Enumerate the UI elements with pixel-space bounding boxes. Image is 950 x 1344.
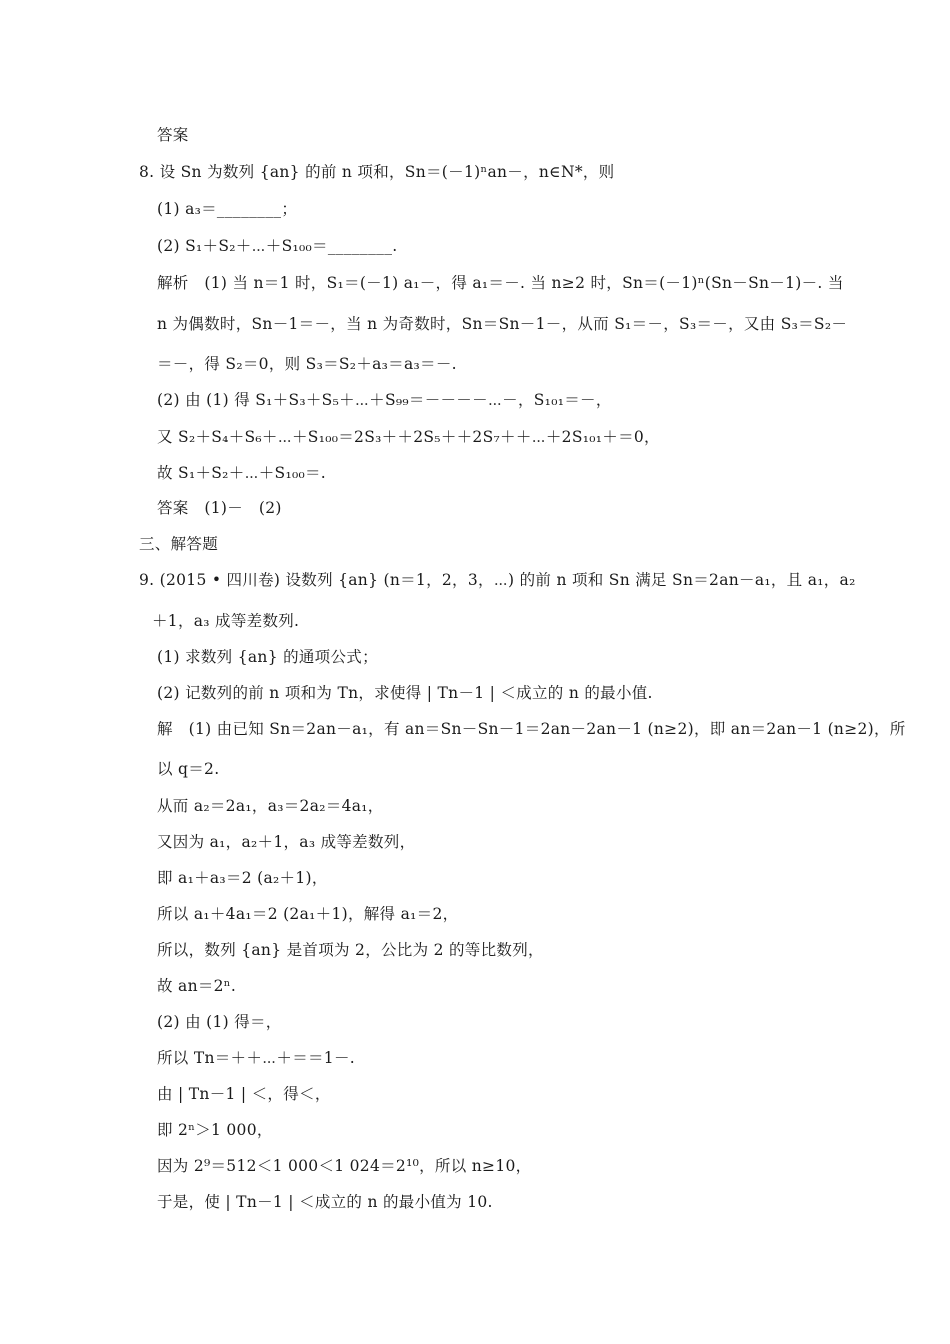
solution-9-line-4: 又因为 a₁，a₂＋1，a₃ 成等差数列， <box>157 833 416 851</box>
problem-8-statement: 8. 设 Sn 为数列 {an} 的前 n 项和，Sn＝(－1)ⁿan－，n∈N*，则 <box>139 163 615 181</box>
solution-9-line-3: 从而 a₂＝2a₁，a₃＝2a₂＝4a₁， <box>157 797 384 815</box>
problem-9-part-1: (1) 求数列 {an} 的通项公式； <box>157 648 378 666</box>
solution-9-line-13: 因为 2⁹＝512＜1 000＜1 024＝2¹⁰，所以 n≥10， <box>157 1157 532 1175</box>
solution-9-line-1: 解 (1) 由已知 Sn＝2an－a₁，有 an＝Sn－Sn－1＝2an－2an－1 (n≥2)，即 an＝2an－1 (n≥2)，所 <box>157 720 906 738</box>
solution-9-line-8: 故 an＝2ⁿ. <box>157 977 237 995</box>
problem-8-part-1: (1) a₃＝________； <box>157 200 298 218</box>
solution-9-line-9: (2) 由 (1) 得＝， <box>157 1013 282 1031</box>
solution-9-line-12: 即 2ⁿ＞1 000， <box>157 1121 273 1139</box>
solution-9-line-2: 以 q＝2. <box>157 760 220 778</box>
solution-8-line-5: 又 S₂＋S₄＋S₆＋⋯＋S₁₀₀＝2S₃＋＋2S₅＋＋2S₇＋＋⋯＋2S₁₀₁＋＝0， <box>157 428 660 446</box>
problem-9-statement: 9. (2015 • 四川卷) 设数列 {an} (n＝1，2，3，⋯) 的前 n 项和 Sn 满足 Sn＝2an－a₁，且 a₁，a₂ <box>139 571 856 589</box>
solution-9-line-10: 所以 Tn＝＋＋⋯＋＝＝1－. <box>157 1049 355 1067</box>
problem-9-part-2: (2) 记数列的前 n 项和为 Tn，求使得 | Tn－1 | ＜成立的 n 的最小值. <box>157 684 653 702</box>
solution-8-line-4: (2) 由 (1) 得 S₁＋S₃＋S₅＋⋯＋S₉₉＝－－－－⋯－，S₁₀₁＝－， <box>157 391 612 409</box>
solution-9-line-5: 即 a₁＋a₃＝2 (a₂＋1)， <box>157 869 328 887</box>
solution-8-line-2: n 为偶数时，Sn－1＝－，当 n 为奇数时，Sn＝Sn－1－，从而 S₁＝－，S₃＝－，又由 S₃＝S₂－ <box>157 315 848 333</box>
solution-9-line-7: 所以，数列 {an} 是首项为 2，公比为 2 的等比数列， <box>157 941 544 959</box>
solution-8-line-3: ＝－，得 S₂＝0，则 S₃＝S₂＋a₃＝a₃＝－. <box>157 355 457 373</box>
solution-9-line-14: 于是，使 | Tn－1 | ＜成立的 n 的最小值为 10. <box>157 1193 493 1211</box>
problem-8-part-2: (2) S₁＋S₂＋⋯＋S₁₀₀＝________. <box>157 237 398 255</box>
solution-8-line-6: 故 S₁＋S₂＋⋯＋S₁₀₀＝. <box>157 464 327 482</box>
answer-label-7: 答案 <box>157 126 189 144</box>
problem-9-statement-2: ＋1，a₃ 成等差数列. <box>152 612 300 630</box>
answer-8: 答案 (1)－ (2) <box>157 499 282 517</box>
section-heading: 三、解答题 <box>139 535 219 553</box>
solution-8-line-1: 解析 (1) 当 n＝1 时，S₁＝(－1) a₁－，得 a₁＝－. 当 n≥2 时，Sn＝(－1)ⁿ(Sn－Sn－1)－. 当 <box>157 274 844 292</box>
solution-9-line-6: 所以 a₁＋4a₁＝2 (2a₁＋1)，解得 a₁＝2， <box>157 905 459 923</box>
solution-9-line-11: 由 | Tn－1 | ＜，得＜， <box>157 1085 331 1103</box>
